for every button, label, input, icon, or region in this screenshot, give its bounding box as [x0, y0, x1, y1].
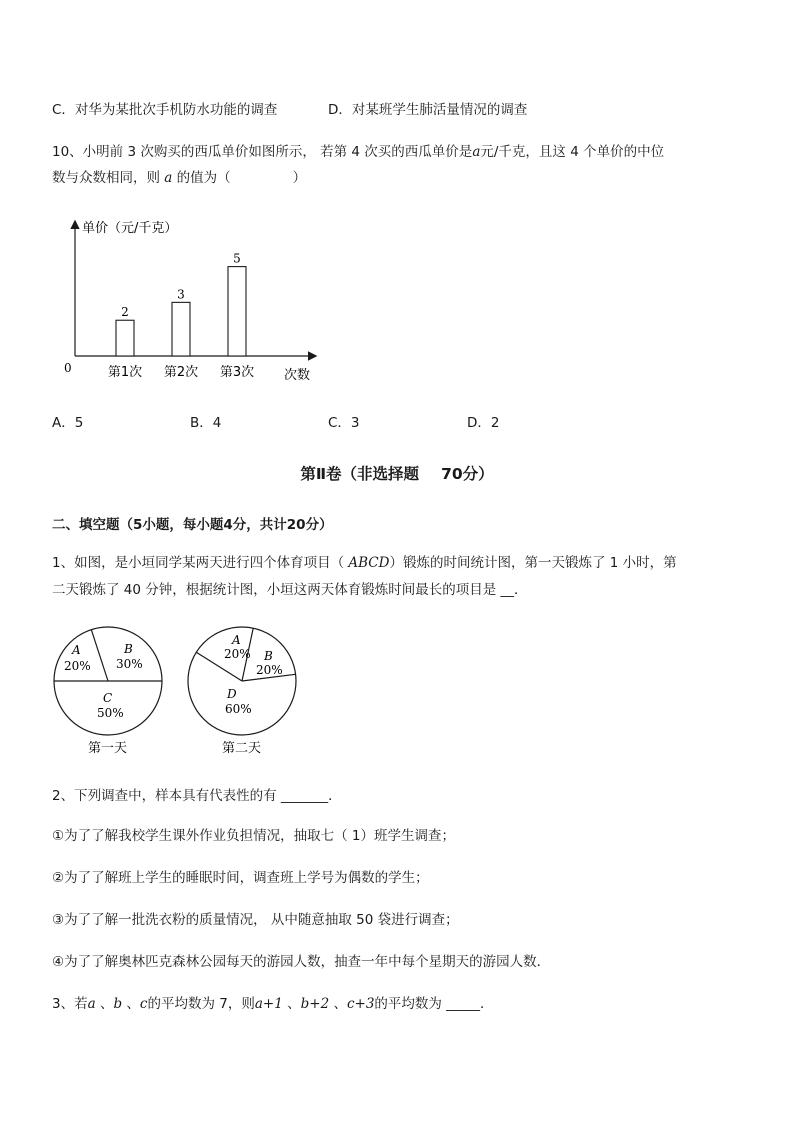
slice-percent-c: 50% [97, 706, 124, 720]
question-10-line1 [52, 142, 664, 162]
section-title-score: 70分） [441, 465, 494, 483]
pie-caption: 第一天 [88, 741, 128, 756]
fill1-text: ）锻炼的时间统计图，第一天锻炼了 1 小时，第 [389, 555, 677, 571]
q10-text: 数与众数相同，则 [52, 170, 160, 186]
category-label-3: 第3次 [219, 365, 255, 380]
question-10-line2 [52, 168, 306, 188]
bar-3 [228, 267, 246, 356]
fill2-item-1: ①为了了解我校学生课外作业负担情况，抽取七（ 1）班学生调查； [52, 828, 455, 844]
expr-b-plus-2: b+2 [300, 996, 330, 1012]
separator: 、 [287, 996, 301, 1012]
q10-text: 的值为（ [176, 170, 231, 186]
option-b: B．4 [190, 415, 222, 431]
fill3-text: 的平均数为 _____． [374, 996, 494, 1012]
fill2-item-3: ③为了了解一批洗衣粉的质量情况， 从中随意抽取 50 袋进行调查； [52, 912, 459, 928]
expr-a-plus-1: a+1 [254, 996, 283, 1012]
fill3-line [52, 994, 493, 1014]
slice-label-c: C [103, 691, 113, 705]
category-label-2: 第2次 [163, 365, 199, 380]
slice-percent-b: 20% [256, 663, 283, 677]
bar-1 [116, 320, 134, 356]
fill2-item-2: ②为了了解班上学生的睡眠时间，调查班上学号为偶数的学生； [52, 870, 429, 886]
abcd-label: ABCD [348, 555, 390, 571]
section-subtitle: 二、填空题（5小题，每小题4分，共计20分） [52, 517, 333, 533]
var-b: b [113, 996, 123, 1012]
option-d: D．对某班学生肺活量情况的调查 [328, 102, 528, 118]
var-c: c [139, 996, 148, 1012]
option-d: D．2 [467, 415, 500, 431]
q10-text: 元/千克，且这 4 个单价的中位 [480, 144, 665, 160]
bars-group [108, 252, 254, 380]
y-axis-label: 单价（元/千克） [82, 221, 178, 236]
x-axis-label: 次数 [284, 368, 311, 383]
separator: 、 [99, 996, 114, 1012]
option-c: C．3 [328, 415, 360, 431]
slice-percent-a: 20% [224, 647, 251, 661]
fill1-text: 1、如图，是小垣同学某两天进行四个体育项目（ [52, 555, 345, 571]
slice-label-a: A [72, 643, 81, 657]
expr-c-plus-3: c+3 [346, 996, 375, 1012]
slice-label-b: B [124, 642, 133, 656]
q10-text: 10、小明前 3 次购买的西瓜单价如图所示， 若第 4 次买的西瓜单价是 [52, 144, 473, 160]
bar-value-label-2: 3 [177, 287, 185, 302]
bar-value-label-1: 2 [121, 305, 129, 320]
pie-chart-day1 [50, 626, 166, 758]
separator: 、 [126, 996, 140, 1012]
var-a: a [87, 996, 96, 1012]
slice-percent-d: 60% [225, 702, 252, 716]
section-title [0, 462, 794, 484]
slice-label-b: B [264, 649, 273, 663]
slice-percent-a: 20% [64, 659, 91, 673]
slice-label-a: A [232, 633, 241, 647]
fill1-line1 [52, 553, 677, 573]
pie-caption: 第二天 [222, 741, 262, 756]
bar-value-label-3: 5 [233, 251, 241, 266]
category-label-1: 第1次 [107, 365, 143, 380]
option-a: A．5 [52, 415, 84, 431]
fill2-item-4: ④为了了解奥林匹克森林公园每天的游园人数，抽查一年中每个星期天的游园人数． [52, 954, 551, 970]
q10-text: ） [292, 170, 307, 186]
origin-label: 0 [64, 361, 72, 375]
fill2-stem: 2、下列调查中，样本具有代表性的有 _______． [52, 788, 342, 804]
option-c: C．对华为某批次手机防水功能的调查 [52, 102, 278, 118]
var-a: a [472, 144, 481, 160]
bar-2 [172, 302, 190, 356]
slice-label-d: D [227, 687, 237, 701]
slice-percent-b: 30% [116, 657, 143, 671]
fill3-text: 3、若 [52, 996, 88, 1012]
fill3-text: 的平均数为 7，则 [147, 996, 255, 1012]
pie-chart-day2 [184, 626, 300, 758]
section-title-main: 第Ⅱ卷（非选择题 [300, 465, 420, 483]
var-a: a [164, 170, 173, 186]
bar-chart [55, 210, 335, 390]
separator: 、 [333, 996, 347, 1012]
fill1-line2: 二天锻炼了 40 分钟，根据统计图，小垣这两天体育锻炼时间最长的项目是 __． [52, 582, 528, 598]
